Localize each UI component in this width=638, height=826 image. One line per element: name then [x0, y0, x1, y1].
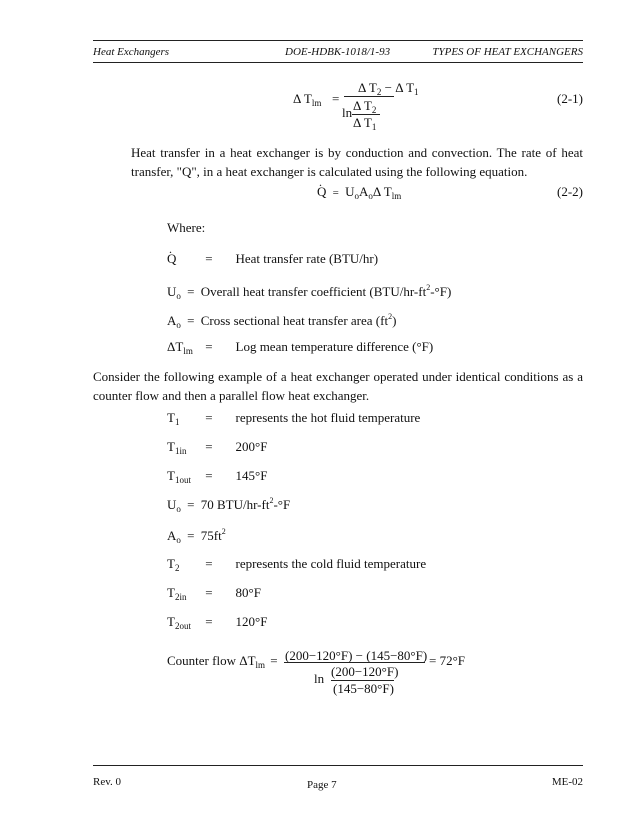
header-rule-top — [93, 40, 583, 41]
counter-flow-label: Counter flow $\Delta T_{lm}$ = — [167, 653, 278, 670]
eq1-inner-numerator: Δ $T_2$ — [353, 98, 377, 115]
counter-main-fraction-bar — [284, 662, 425, 663]
def-row-ao: $A_o$ = Cross sectional heat transfer area $(ft^2)$ — [167, 312, 397, 330]
footer-center: Page 7 — [307, 779, 337, 791]
eq1-main-fraction-bar — [344, 96, 394, 97]
def-row-q: . Q = Heat transfer rate (BTU/hr) — [167, 251, 378, 267]
val-row-t1: $T_1$ = represents the hot fluid temperature — [167, 410, 421, 427]
def-row-dtlm: $\Delta T_{lm}$ = Log mean temperature difference (°F) — [167, 339, 434, 356]
eq1-numerator: Δ $T_2 - \Delta$ $T_1$ — [358, 80, 419, 97]
eq1-number: (2-1) — [557, 91, 583, 106]
counter-inner-denominator: (145−80°F) — [333, 681, 394, 696]
val-row-t2: $T_2$ = represents the cold fluid temperature — [167, 556, 427, 573]
counter-numerator: (200−120°F) − (145−80°F) — [285, 648, 428, 663]
eq1-inner-denominator: Δ $T_1$ — [353, 115, 377, 132]
val-row-ao: $A_o = 75ft^2$ — [167, 527, 226, 545]
val-row-t1in: $T_{1in} = 200^\circ F$ — [167, 439, 268, 456]
footer-left: Rev. 0 — [93, 776, 122, 788]
header-rule-bottom — [93, 62, 583, 63]
val-row-t2out: $T_{2out} = 120^\circ F$ — [167, 614, 268, 631]
header-center: DOE-HDBK-1018/1-93 — [285, 46, 391, 58]
eq1-equals: = — [332, 91, 340, 106]
counter-ln: ln — [314, 671, 325, 686]
eq1-ln: ln — [342, 105, 353, 120]
eq2-body: . $Q = U_oA_o\Delta$ $T_{lm}$ — [317, 184, 401, 201]
header-right: TYPES OF HEAT EXCHANGERS — [432, 46, 583, 58]
val-row-uo: $U_o = 70$ BTU/$hr-ft^2-^\circ F$ — [167, 496, 291, 514]
consider-paragraph: Consider the following example of a heat exchanger operated under identical conditions as a counter flow and then a parallel flow heat exchanger. — [93, 369, 583, 403]
footer-rule — [93, 765, 583, 766]
counter-inner-numerator: (200−120°F) — [331, 664, 399, 679]
eq2-number: (2-2) — [557, 184, 583, 199]
val-row-t1out: $T_{1out} = 145^\circ F$ — [167, 468, 268, 485]
eq1-lhs: Δ $T_{lm}$ — [293, 91, 322, 108]
intro-paragraph: Heat transfer in a heat exchanger is by conduction and convection. The rate of heat transfer, "Q", in a heat exchanger is calculated using the following equation. — [131, 145, 583, 179]
header-left: Heat Exchangers — [93, 46, 170, 58]
where-label: Where: — [167, 220, 206, 235]
counter-result: = 72°F — [429, 653, 466, 668]
def-row-uo: $U_o$ = Overall heat transfer coefficient $(BTU/hr-ft^2-^\circ F)$ — [167, 283, 452, 301]
footer-right: ME-02 — [551, 776, 583, 788]
val-row-t2in: $T_{2in} = 80^\circ F$ — [167, 585, 261, 602]
